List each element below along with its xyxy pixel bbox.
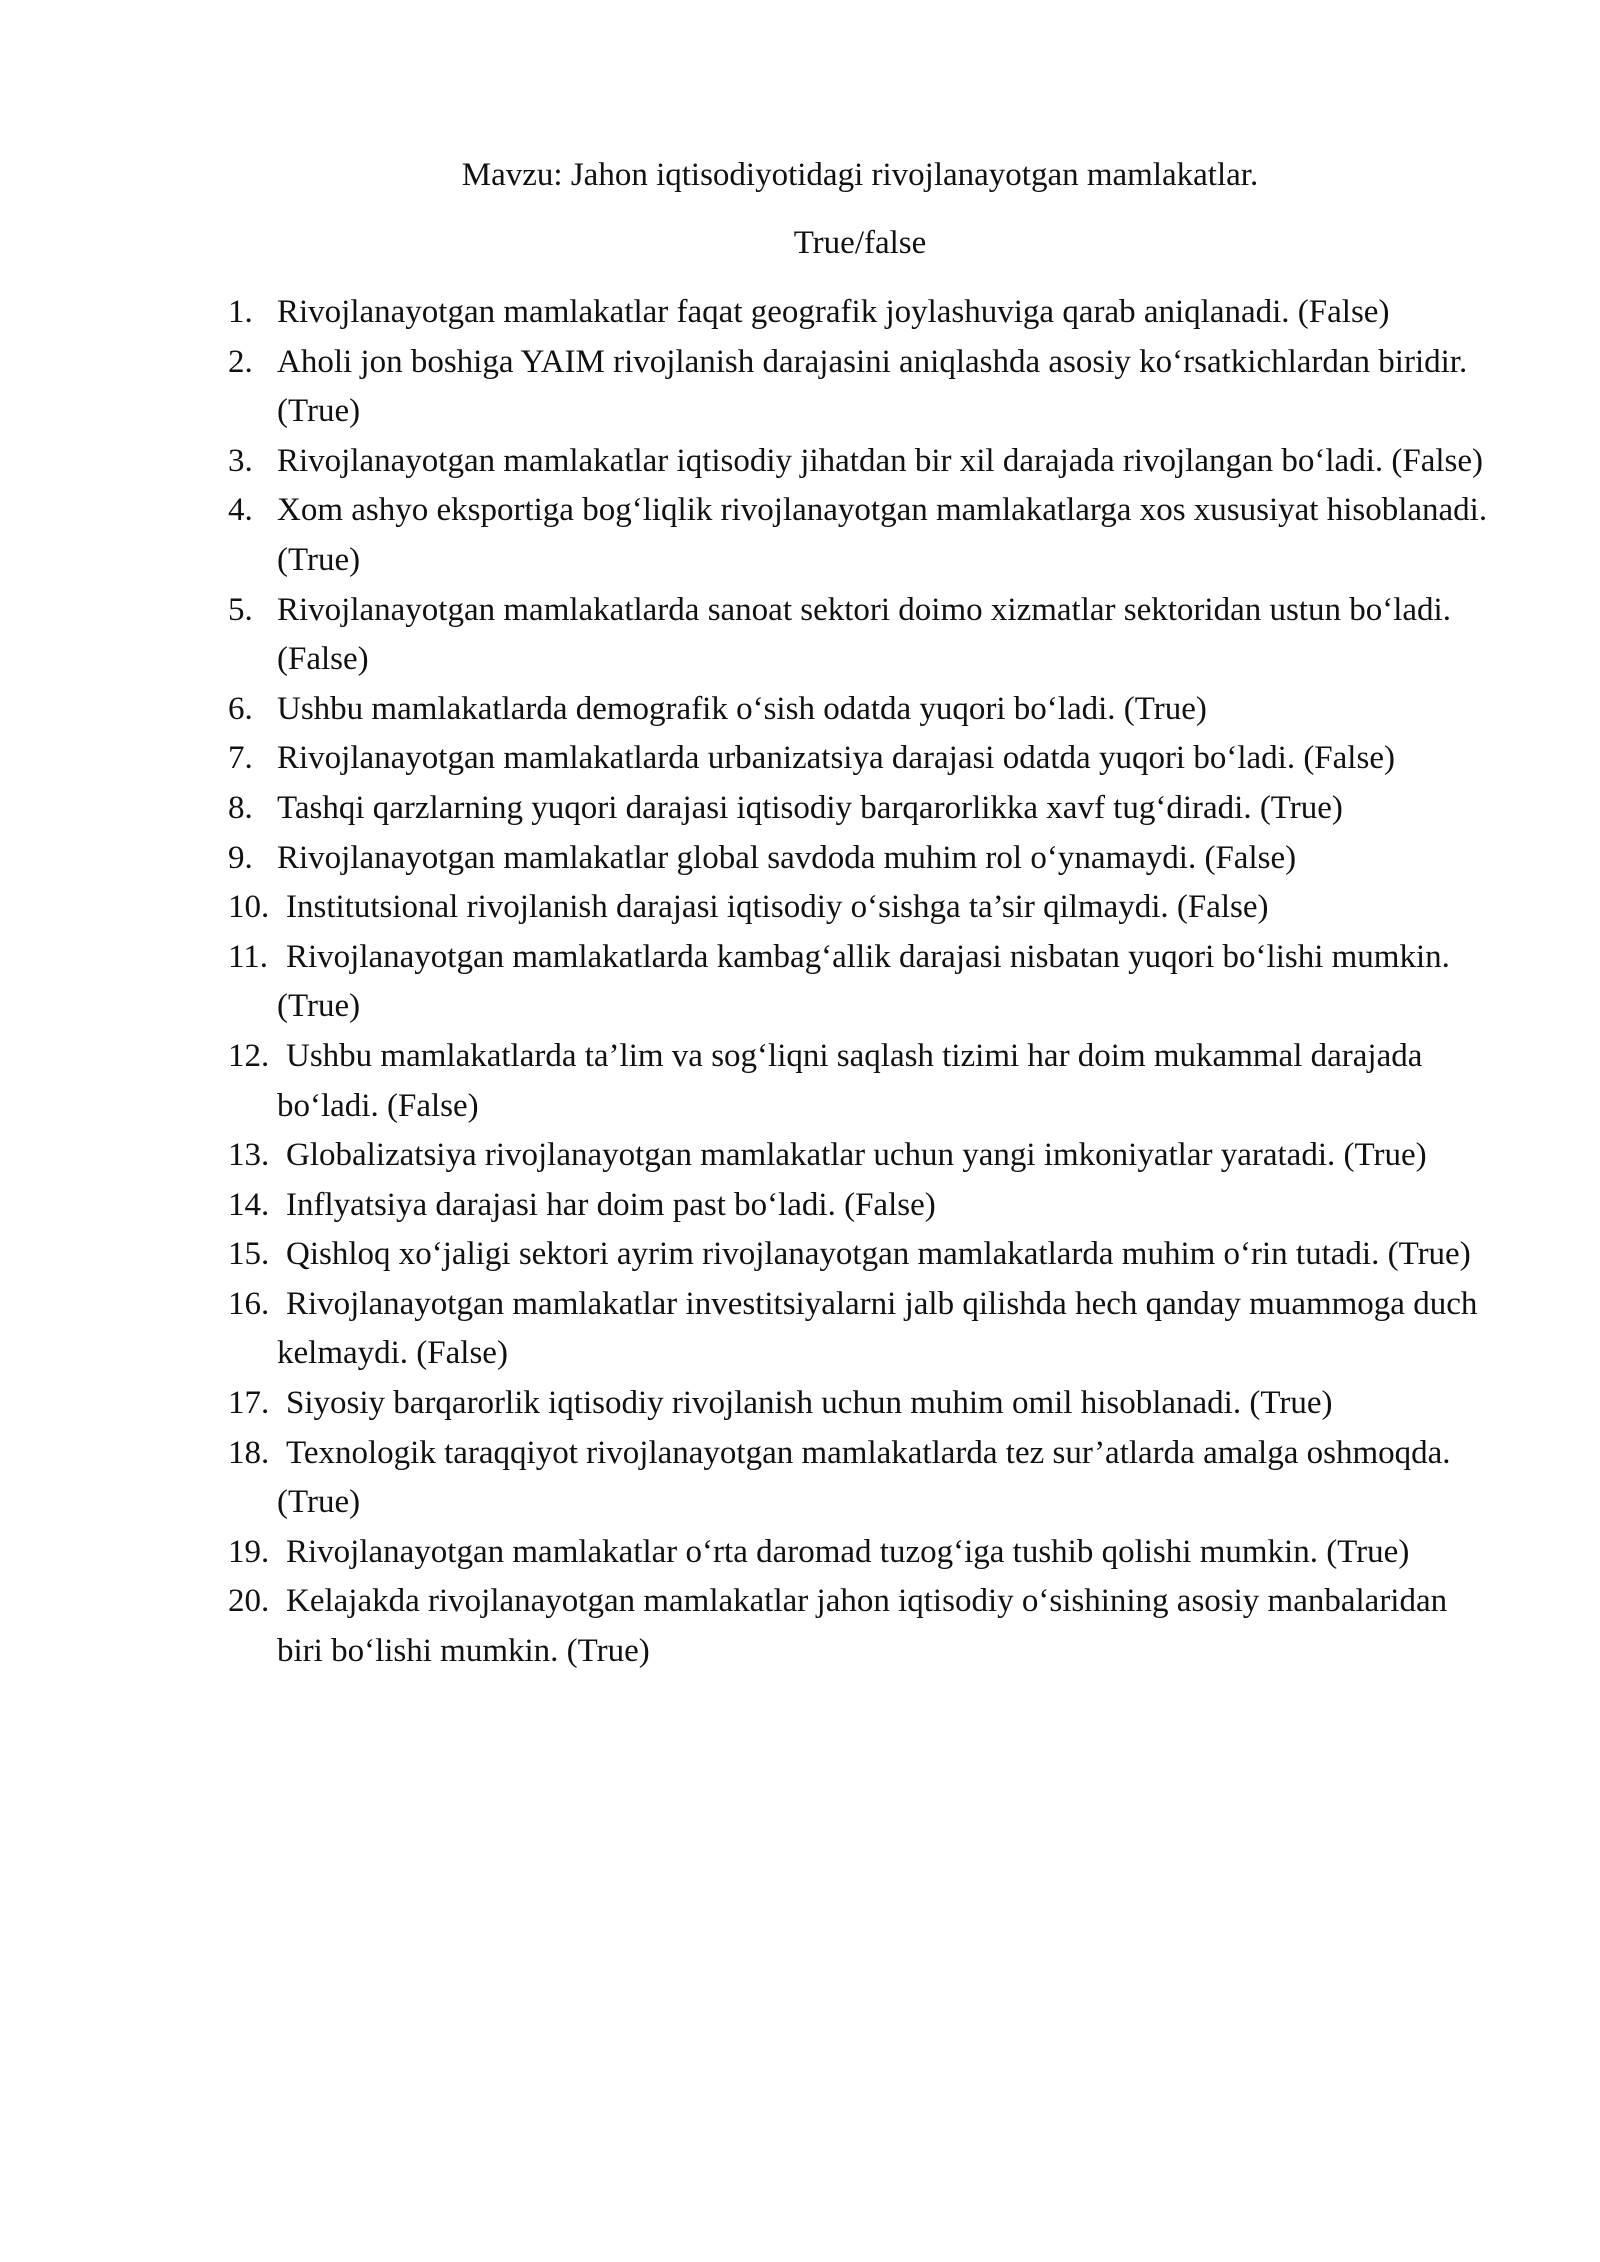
list-item [228, 1181, 1498, 1231]
list-item [228, 784, 1498, 834]
document-subtitle: True/false [793, 225, 927, 261]
item-text: Rivojlanayotgan mamlakatlar investitsiyalarni jalb qilishda hech qanday muammoga duch kelmaydi. (False) [277, 1285, 1478, 1372]
item-number: 13. [228, 1137, 270, 1174]
item-number: 7. [228, 740, 253, 777]
list-item [228, 586, 1498, 685]
list-item [228, 1230, 1498, 1280]
item-number: 1. [228, 294, 253, 330]
item-number: 16. [228, 1285, 270, 1322]
item-number: 2. [228, 343, 253, 380]
list-item [228, 486, 1498, 585]
item-number: 17. [228, 1385, 270, 1422]
list-item [228, 883, 1498, 933]
item-text: Aholi jon boshiga YAIM rivojlanish darajasini aniqlashda asosiy ko‘rsatkichlardan biridir. (True) [277, 343, 1468, 430]
item-text: Rivojlanayotgan mamlakatlar global savdoda muhim rol o‘ynamaydi. (False) [277, 839, 1297, 876]
item-text: Kelajakda rivojlanayotgan mamlakatlar jahon iqtisodiy o‘sishining asosiy manbalaridan biri bo‘lishi mumkin. (True) [277, 1583, 1448, 1670]
item-text: Xom ashyo eksportiga bog‘liqlik rivojlanayotgan mamlakatlarga xos xususiyat hisoblanadi. (True) [277, 492, 1488, 578]
list-item [228, 1280, 1498, 1379]
list-item [228, 1429, 1498, 1528]
item-text: Rivojlanayotgan mamlakatlarda urbanizatsiya darajasi odatda yuqori bo‘ladi. (False) [277, 740, 1395, 777]
item-number: 3. [228, 442, 253, 479]
item-number: 11. [228, 938, 269, 975]
list-item [228, 933, 1498, 1032]
item-text: Ushbu mamlakatlarda ta’lim va sog‘liqni saqlash tizimi har doim mukammal darajada bo‘ladi. (False) [277, 1037, 1423, 1124]
item-text: Inflyatsiya darajasi har doim past bo‘ladi. (False) [286, 1186, 936, 1223]
document-title: Mavzu: Jahon iqtisodiyotidagi rivojlanayotgan mamlakatlar. [461, 157, 1259, 193]
list-item [228, 1577, 1498, 1676]
list-item [228, 834, 1498, 884]
item-text: Rivojlanayotgan mamlakatlar iqtisodiy jihatdan bir xil darajada rivojlangan bo‘ladi. (False) [277, 442, 1483, 479]
list-item [228, 338, 1498, 437]
list-item [228, 1379, 1498, 1429]
item-text: Texnologik taraqqiyot rivojlanayotgan mamlakatlarda tez sur’atlarda amalga oshmoqda. (True) [277, 1434, 1451, 1521]
item-text: Siyosiy barqarorlik iqtisodiy rivojlanish uchun muhim omil hisoblanadi. (True) [286, 1385, 1333, 1422]
item-number: 8. [228, 789, 253, 826]
item-number: 9. [228, 839, 253, 876]
item-number: 5. [228, 591, 253, 628]
list-item [228, 1032, 1498, 1131]
item-number: 6. [228, 690, 253, 727]
item-number: 18. [228, 1434, 270, 1471]
item-number: 19. [228, 1533, 270, 1570]
item-text: Rivojlanayotgan mamlakatlarda kambag‘allik darajasi nisbatan yuqori bo‘lishi mumkin. (True) [277, 938, 1450, 1025]
list-item [228, 288, 1498, 338]
item-text: Globalizatsiya rivojlanayotgan mamlakatlar uchun yangi imkoniyatlar yaratadi. (True) [286, 1137, 1427, 1174]
item-number: 15. [228, 1236, 270, 1273]
item-text: Institutsional rivojlanish darajasi iqtisodiy o‘sishga ta’sir qilmaydi. (False) [286, 889, 1269, 926]
item-text: Rivojlanayotgan mamlakatlar o‘rta daromad tuzog‘iga tushib qolishi mumkin. (True) [286, 1533, 1410, 1570]
item-text: Rivojlanayotgan mamlakatlarda sanoat sektori doimo xizmatlar sektoridan ustun bo‘ladi. (False) [277, 591, 1451, 678]
list-item [228, 1131, 1498, 1181]
list-item [228, 734, 1498, 784]
item-number: 20. [228, 1583, 270, 1620]
item-text: Rivojlanayotgan mamlakatlar faqat geografik joylashuviga qarab aniqlanadi. (False) [277, 294, 1390, 330]
list-item [228, 685, 1498, 735]
item-number: 14. [228, 1186, 270, 1223]
list-item [228, 437, 1498, 487]
item-text: Tashqi qarzlarning yuqori darajasi iqtisodiy barqarorlikka xavf tug‘diradi. (True) [277, 789, 1343, 826]
item-number: 4. [228, 492, 253, 529]
list-item [228, 1528, 1498, 1578]
item-text: Ushbu mamlakatlarda demografik o‘sish odatda yuqori bo‘ladi. (True) [277, 690, 1207, 727]
item-text: Qishloq xo‘jaligi sektori ayrim rivojlanayotgan mamlakatlarda muhim o‘rin tutadi. (True) [286, 1236, 1471, 1273]
question-list [228, 288, 1498, 1677]
item-number: 10. [228, 889, 270, 926]
item-number: 12. [228, 1037, 270, 1074]
